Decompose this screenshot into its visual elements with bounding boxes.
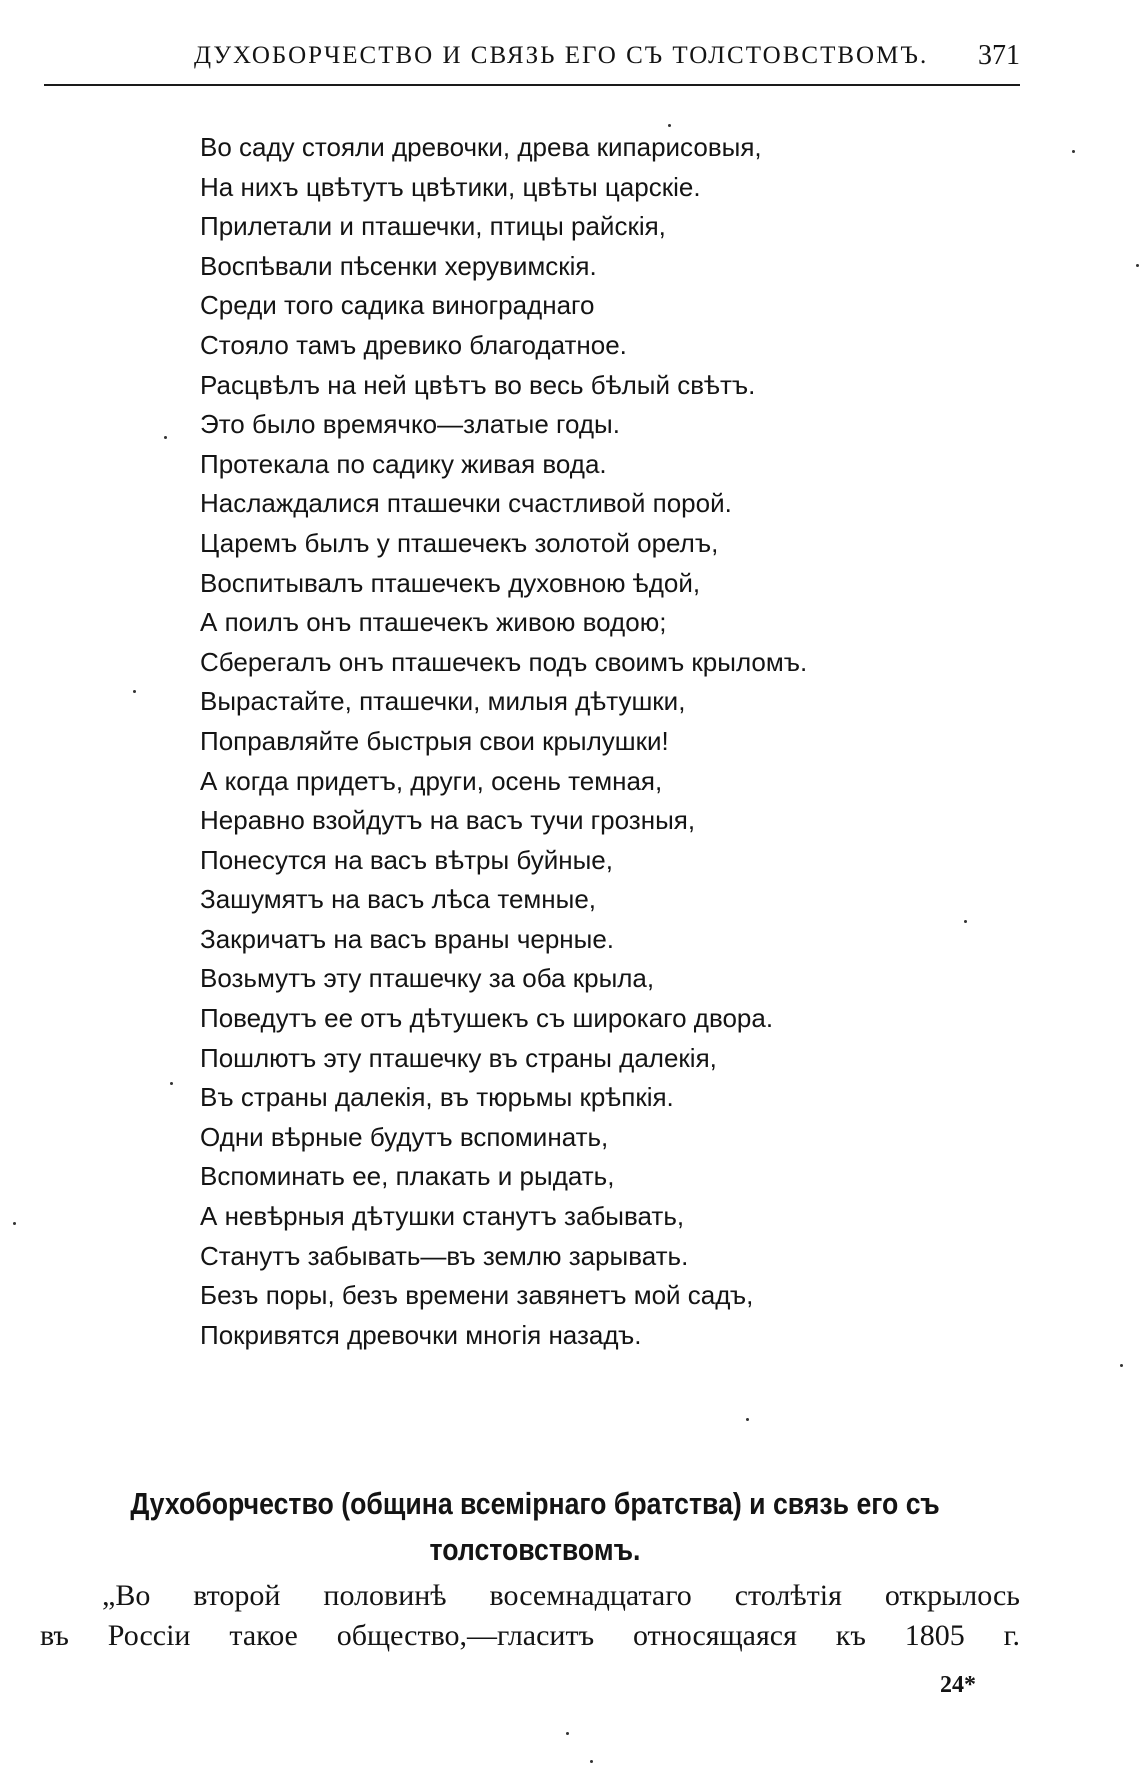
page-number: 371 xyxy=(978,40,1020,71)
scan-speck xyxy=(1136,264,1139,267)
scan-speck xyxy=(964,920,967,923)
poem-line: Поправляйте быстрыя свои крылушки! xyxy=(200,725,669,756)
poem-line: Воспитывалъ пташечекъ духовною ѣдой, xyxy=(200,567,701,598)
poem-line: Въ страны далекія, въ тюрьмы крѣпкія. xyxy=(200,1082,674,1113)
scan-speck xyxy=(566,1732,569,1735)
poem-line: Сберегалъ онъ пташечекъ подъ своимъ крыломъ. xyxy=(200,646,808,677)
poem-line: А поилъ онъ пташечекъ живою водою; xyxy=(200,607,667,638)
poem-line: Поведутъ ее отъ дѣтушекъ съ широкаго двора. xyxy=(200,1003,774,1034)
header-rule xyxy=(44,84,1020,86)
scan-speck xyxy=(1072,150,1075,153)
scan-speck xyxy=(668,124,671,127)
section-heading xyxy=(109,1481,960,1573)
running-title: ДУХОБОРЧЕСТВО И СВЯЗЬ ЕГО СЪ ТОЛСТОВСТВОМЪ. xyxy=(194,42,929,69)
poem-line: Возьмутъ эту пташечку за оба крыла, xyxy=(200,963,655,994)
poem-line: Царемъ былъ у пташечекъ золотой орелъ, xyxy=(200,527,719,558)
body-paragraph xyxy=(40,1576,1020,1656)
poem-line: А невѣрныя дѣтушки станутъ забывать, xyxy=(200,1201,685,1232)
scan-speck xyxy=(13,1222,16,1225)
poem-line: Станутъ забывать—въ землю зарывать. xyxy=(200,1240,689,1271)
poem-line: Стояло тамъ древико благодатное. xyxy=(200,329,627,360)
poem-line: Неравно взойдутъ на васъ тучи грозныя, xyxy=(200,805,696,836)
paragraph-line: въ Россіи такое общество,—гласитъ относящаяся къ 1805 г. xyxy=(40,1619,1020,1652)
scan-speck xyxy=(164,436,167,439)
running-head xyxy=(44,38,1020,86)
poem-line: Протекала по садику живая вода. xyxy=(200,448,607,479)
poem-line: Расцвѣлъ на ней цвѣтъ во весь бѣлый свѣтъ. xyxy=(200,369,756,400)
poem-line: На нихъ цвѣтутъ цвѣтики, цвѣты царскіе. xyxy=(200,171,701,202)
poem xyxy=(200,128,960,1355)
poem-line: Вспоминать ее, плакать и рыдать, xyxy=(200,1161,615,1192)
poem-line: Вырастайте, пташечки, милыя дѣтушки, xyxy=(200,686,686,717)
poem-line: Во саду стояли древочки, древа кипарисовыя, xyxy=(200,132,762,162)
poem-line: Воспѣвали пѣсенки херувимскія. xyxy=(200,250,597,281)
scan-speck xyxy=(590,1760,593,1763)
poem-line: Понесутся на васъ вѣтры буйные, xyxy=(200,844,613,875)
poem-line: Зашумятъ на васъ лѣса темные, xyxy=(200,884,597,915)
scan-speck xyxy=(170,1082,173,1085)
scan-speck xyxy=(1120,1364,1123,1367)
poem-line: Пошлютъ эту пташечку въ страны далекія, xyxy=(200,1042,717,1073)
poem-line: А когда придетъ, други, осень темная, xyxy=(200,765,663,796)
section-heading-line: толстовствомъ. xyxy=(429,1531,641,1567)
poem-line: Закричатъ на васъ враны черные. xyxy=(200,923,615,954)
poem-line: Покривятся древочки многія назадъ. xyxy=(200,1319,642,1350)
poem-line: Наслаждалися пташечки счастливой порой. xyxy=(200,488,732,519)
scan-speck xyxy=(133,690,136,693)
poem-line: Прилетали и пташечки, птицы райскія, xyxy=(200,211,666,242)
paragraph-line: „Во второй половинѣ восемнадцатаго столѣтія открылось xyxy=(102,1579,1020,1612)
poem-line: Одни вѣрные будутъ вспоминать, xyxy=(200,1121,609,1152)
poem-line: Это было времячко—златые годы. xyxy=(200,409,620,440)
signature-mark: 24* xyxy=(940,1672,976,1698)
scan-speck xyxy=(746,1418,749,1421)
poem-line: Безъ поры, безъ времени завянетъ мой садъ, xyxy=(200,1280,754,1311)
poem-line: Среди того садика винограднаго xyxy=(200,290,595,321)
section-heading-line: Духоборчество (община всемірнаго братства) и связь его съ xyxy=(130,1485,940,1521)
